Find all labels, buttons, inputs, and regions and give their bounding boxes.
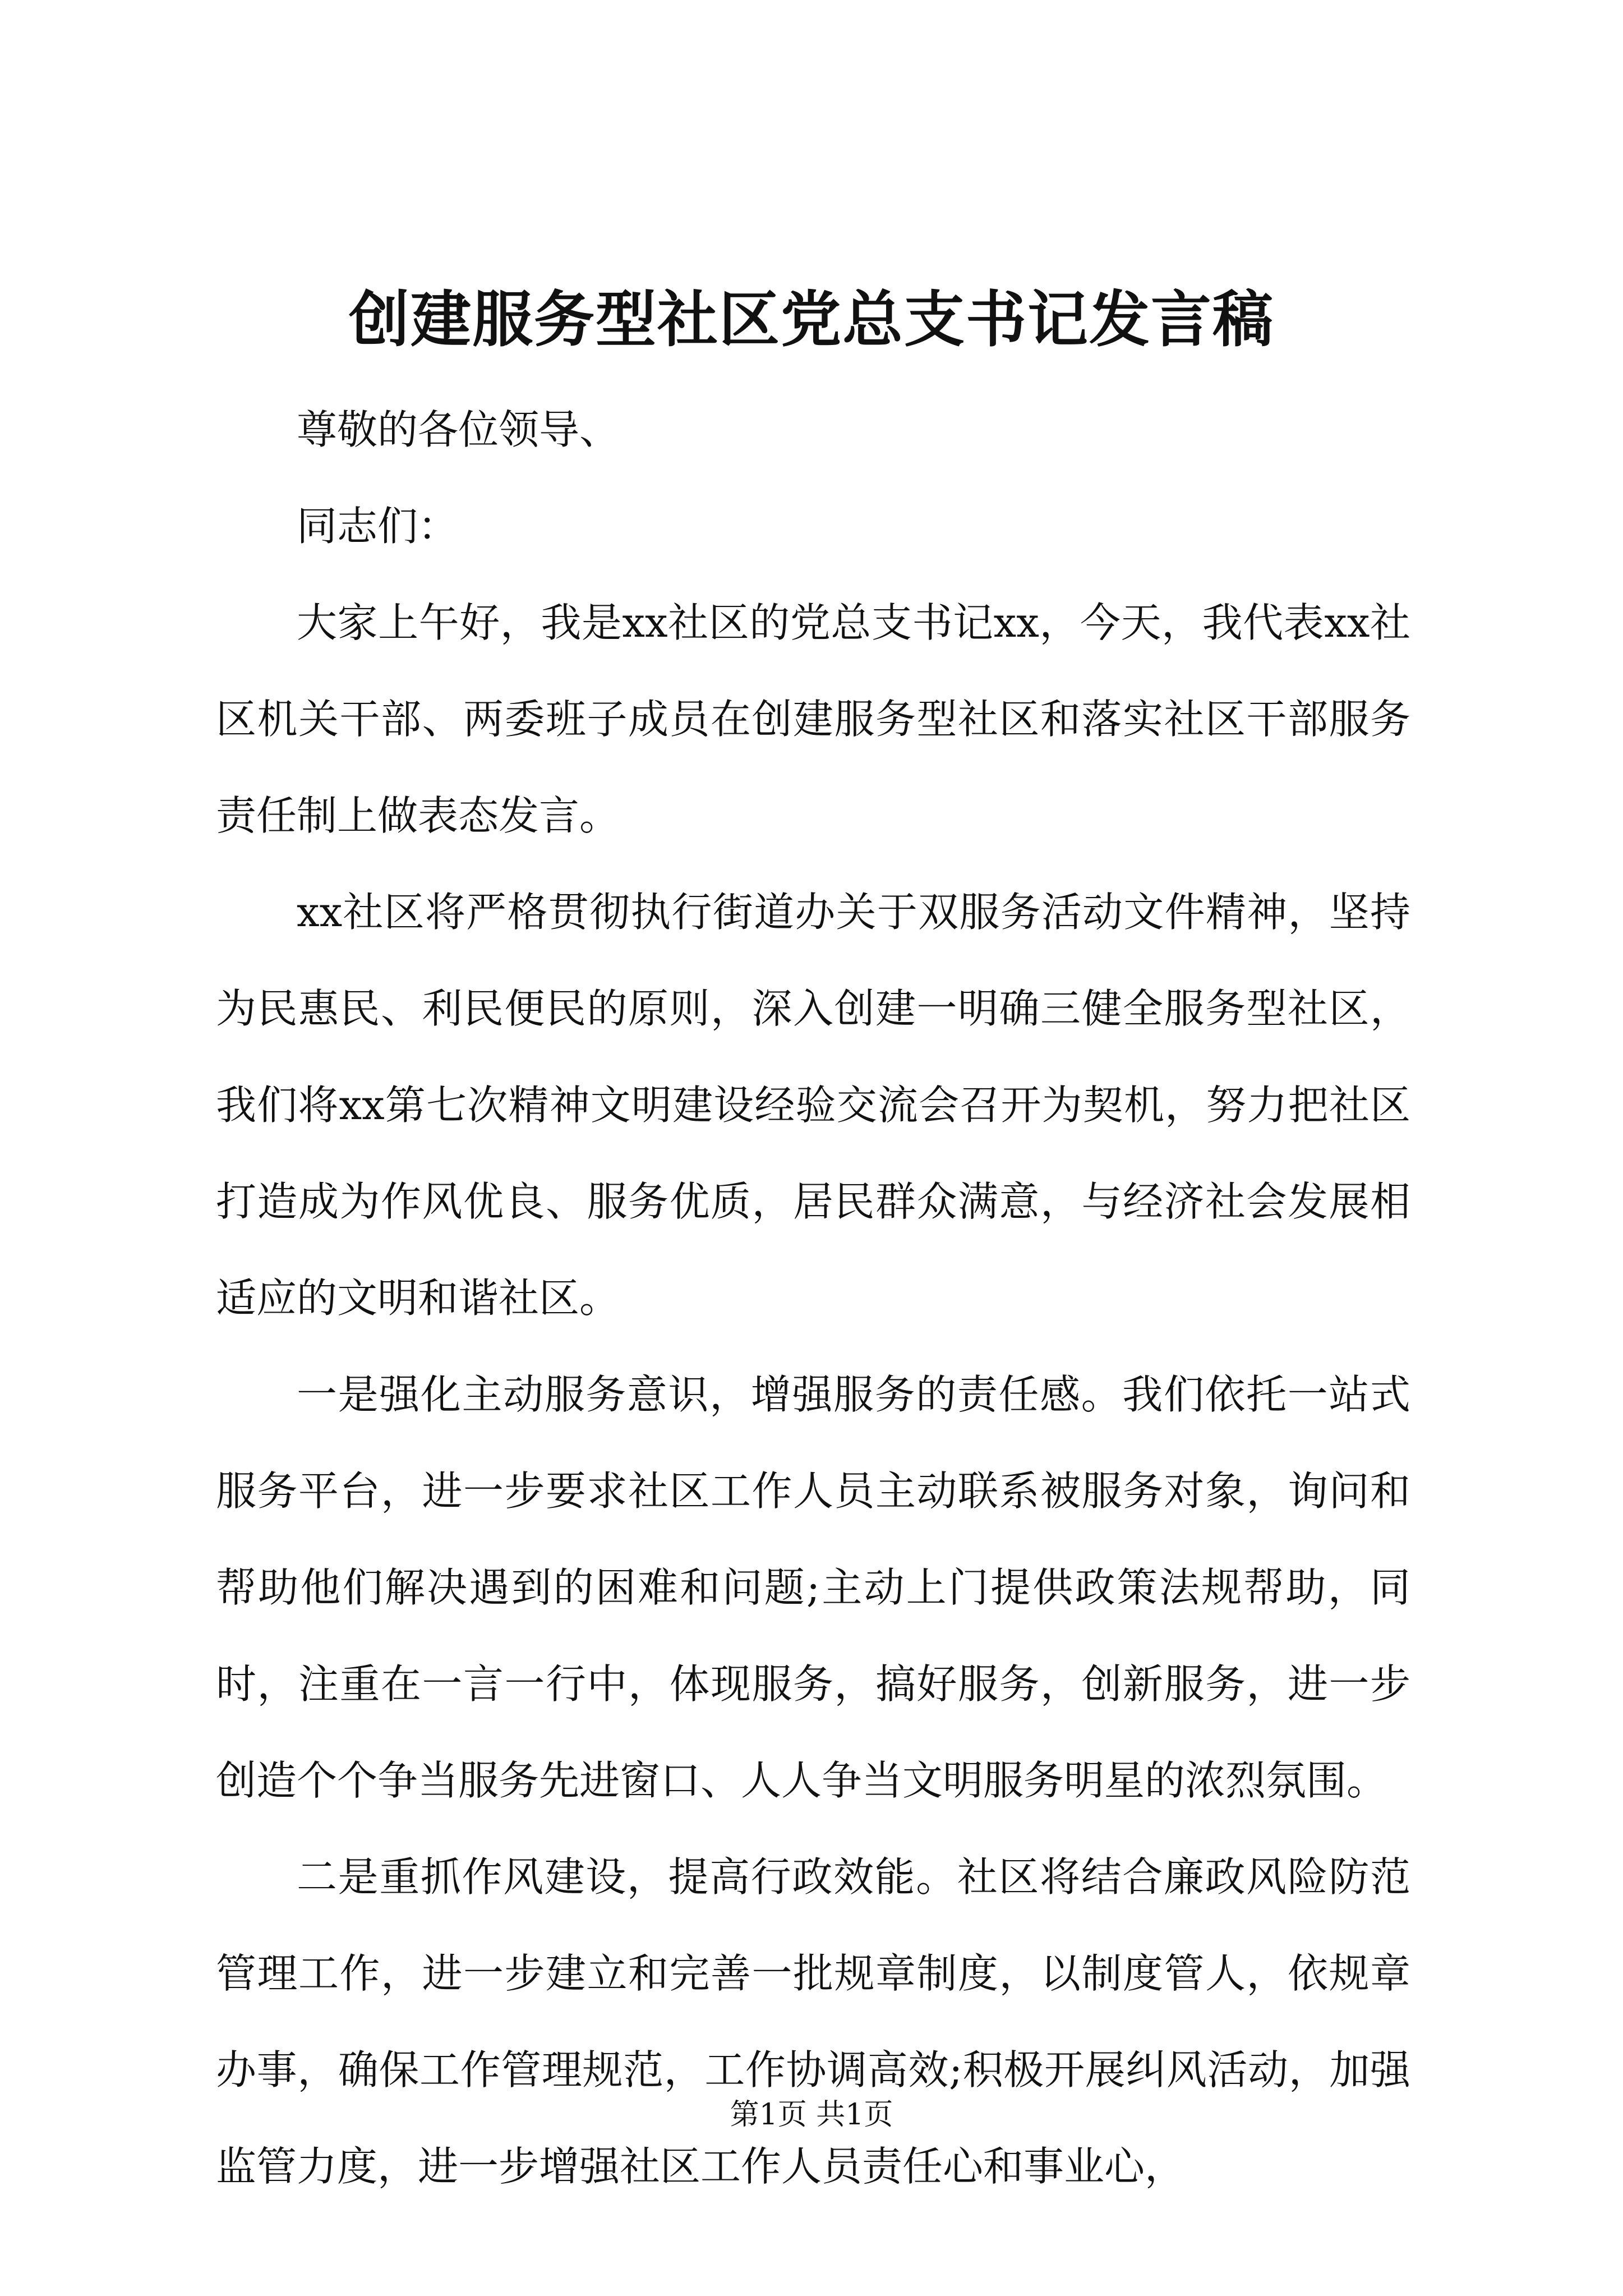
document-body xyxy=(216,381,1410,2215)
paragraph-point-1: 一是强化主动服务意识，增强服务的责任感。我们依托一站式服务平台，进一步要求社区工作人员主动联系被服务对象，询问和帮助他们解决遇到的困难和问题;主动上门提供政策法规帮助，同时，注重在一言一行中，体现服务，搞好服务，创新服务，进一步创造个个争当服务先进窗口、人人争当文明服务明星的浓烈氛围。 xyxy=(216,1371,1410,1804)
paragraph-point-2: 二是重抓作风建设，提高行政效能。社区将结合廉政风险防范管理工作，进一步建立和完善一批规章制度，以制度管人，依规章办事，确保工作管理规范，工作协调高效;积极开展纠风活动，加强监管力度，进一步增强社区工作人员责任心和事业心， xyxy=(216,1853,1410,2190)
salutation-line-1: 尊敬的各位领导、 xyxy=(297,406,620,453)
salutation-line-2: 同志们： xyxy=(297,503,459,550)
paragraph-goal: xx社区将严格贯彻执行街道办关于双服务活动文件精神，坚持为民惠民、利民便民的原则，深入创建一明确三健全服务型社区，我们将xx第七次精神文明建设经验交流会召开为契机，努力把社区打造成为作风优良、服务优质，居民群众满意，与经济社会发展相适应的文明和谐社区。 xyxy=(216,889,1410,1322)
paragraph-intro: 大家上午好，我是xx社区的党总支书记xx，今天，我代表xx社区机关干部、两委班子成员在创建服务型社区和落实社区干部服务责任制上做表态发言。 xyxy=(216,599,1410,839)
page-footer: 第1页 共1页 xyxy=(730,2098,893,2132)
document-title: 创建服务型社区党总支书记发言稿 xyxy=(348,284,1274,355)
